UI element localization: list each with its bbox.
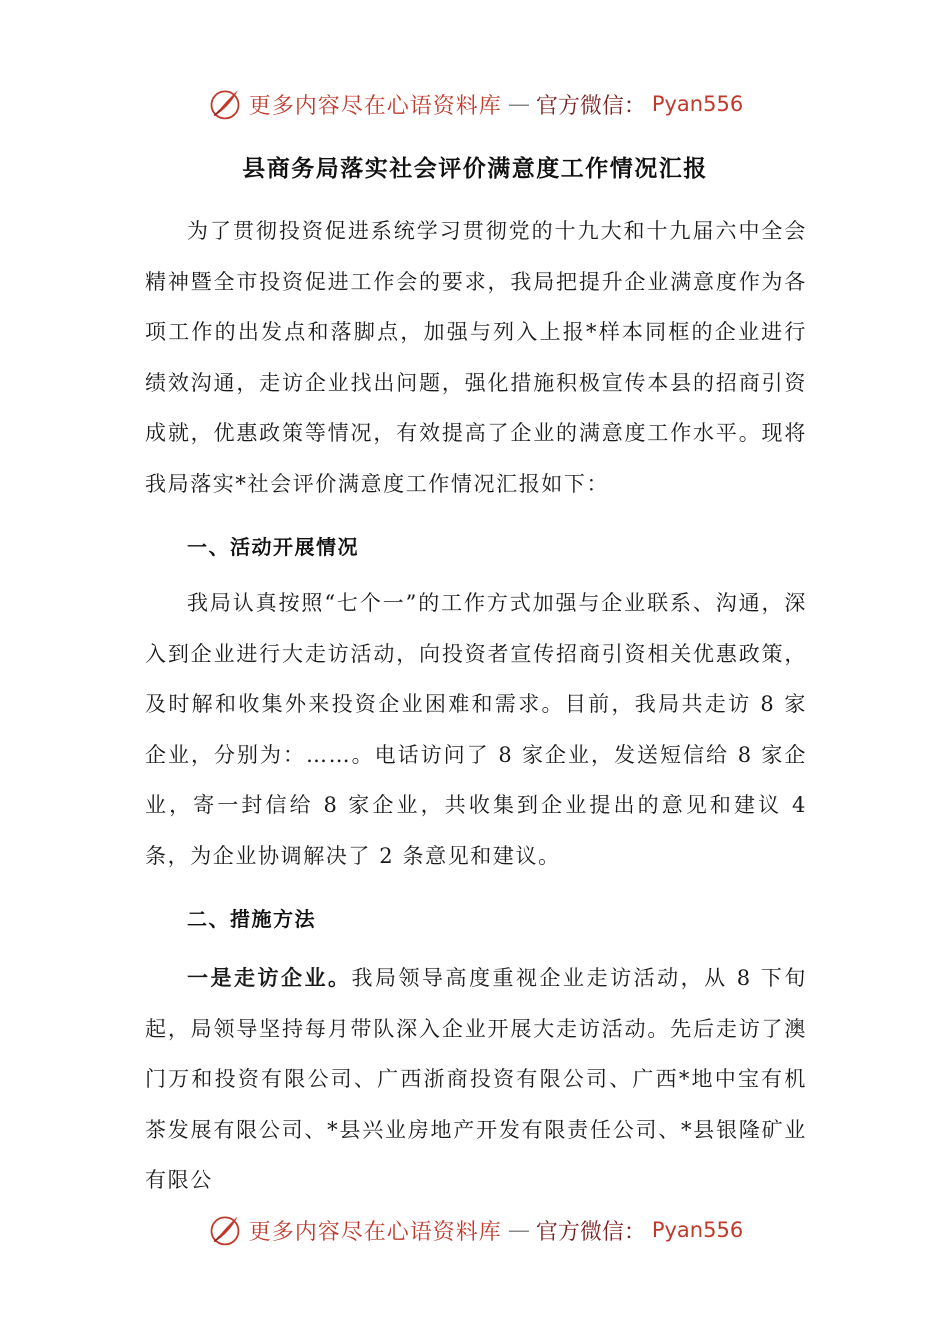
section-activities-paragraph: 我局认真按照“七个一”的工作方式加强与企业联系、沟通，深入到企业进行大走访活动，向投资者宣传招商引资相关优惠政策，及时解和收集外来投资企业困难和需求。目前，我局共走访 8 家企业，分别为：……。电话访问了 8 家企业，发送短信给 8 家企业，寄一封信给 8 家企业，共收集到企业提出的意见和建议 4 条，为企业协调解决了 2 条意见和建议。 (145, 591, 807, 868)
watermark-banner-top (0, 84, 950, 124)
watermark-official-label: 官方微信： (535, 93, 646, 119)
section-heading-measures: 二、措施方法 (187, 907, 316, 931)
watermark-text: 更多内容尽在心语资料库 (248, 1219, 502, 1245)
section-heading-activities: 一、活动开展情况 (187, 535, 359, 559)
watermark-banner-bottom (0, 1210, 950, 1250)
watermark-wechat-id: Pyan556 (651, 1218, 744, 1242)
watermark-wechat-id: Pyan556 (651, 92, 744, 116)
quill-pen-icon (207, 86, 243, 122)
measures-body-text: 我局领导高度重视企业走访活动，从 8 下旬起，局领导坚持每月带队深入企业开展大走访活动。先后走访了澳门万和投资有限公司、广西浙商投资有限公司、广西*地中宝有机茶发展有限公司、*县兴业房地产开发有限责任公司、*县银隆矿业有限公 (145, 966, 808, 1192)
document-title: 县商务局落实社会评价满意度工作情况汇报 (242, 156, 708, 182)
watermark-separator: — (507, 1217, 530, 1243)
watermark-text: 更多内容尽在心语资料库 (248, 93, 502, 119)
intro-paragraph: 为了贯彻投资促进系统学习贯彻党的十九大和十九届六中全会精神暨全市投资促进工作会的要求，我局把提升企业满意度作为各项工作的出发点和落脚点，加强与列入上报*样本同框的企业进行绩效沟通，走访企业找出问题，强化措施积极宣传本县的招商引资成就，优惠政策等情况，有效提高了企业的满意度工作水平。现将我局落实*社会评价满意度工作情况汇报如下： (145, 219, 807, 496)
watermark-separator: — (507, 91, 530, 117)
quill-pen-icon (207, 1212, 243, 1248)
section-measures-paragraph (145, 953, 807, 1206)
watermark-official-label: 官方微信： (535, 1219, 646, 1245)
measures-lead-bold: 一是走访企业。 (187, 966, 352, 990)
